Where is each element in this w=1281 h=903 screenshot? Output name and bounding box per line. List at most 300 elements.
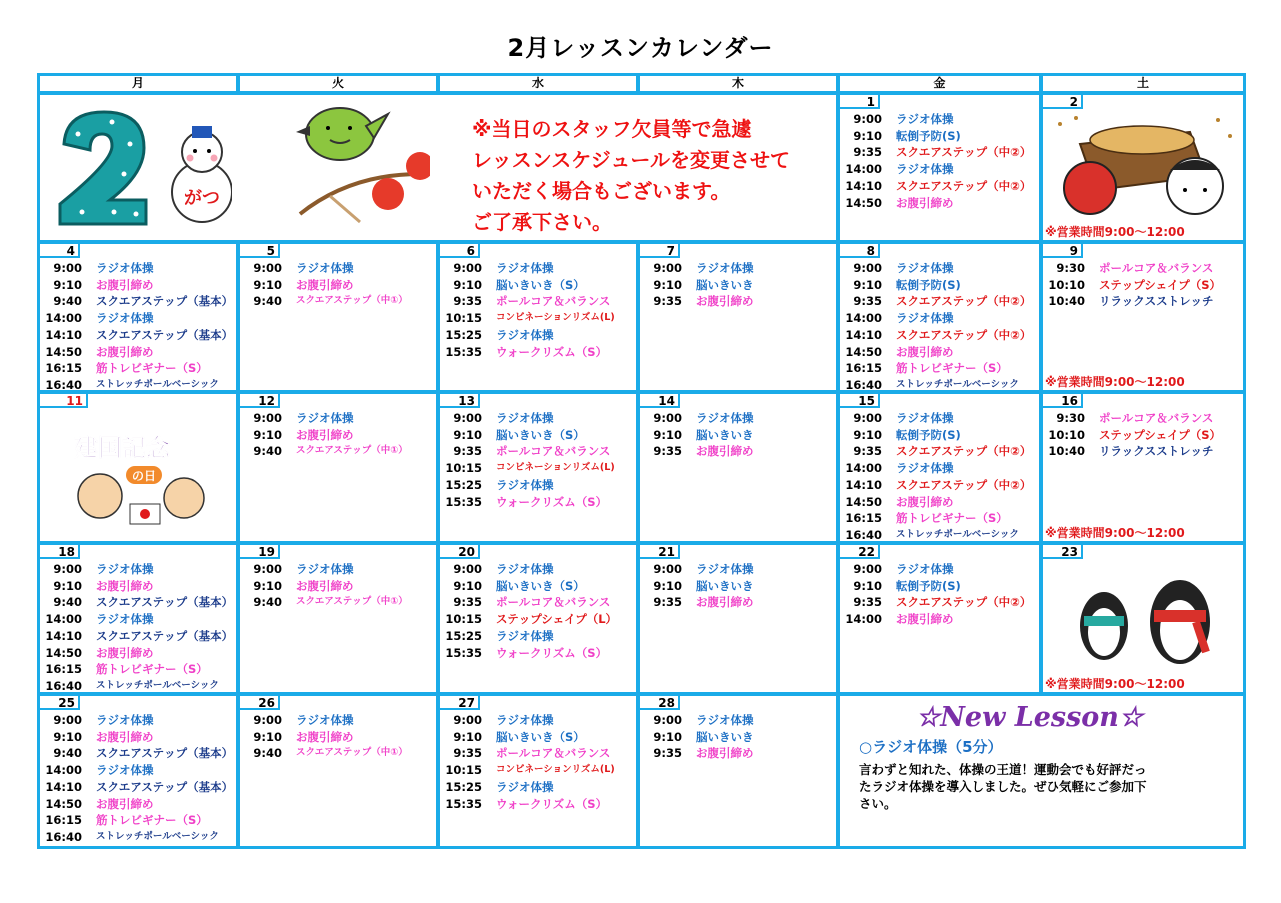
lesson-name: 脳いきいき xyxy=(696,578,754,593)
lesson-row xyxy=(440,611,636,627)
day-number: 5 xyxy=(240,244,280,258)
bird-plum-illustration xyxy=(270,104,430,230)
lesson-name: ラジオ体操 xyxy=(296,261,354,275)
lesson-row xyxy=(40,628,236,644)
lesson-row xyxy=(840,111,1036,127)
lesson-time: 9:10 xyxy=(253,277,282,292)
weekday-thu: 木 xyxy=(731,76,744,90)
grid-line xyxy=(236,76,240,95)
day-cell-19 xyxy=(240,545,436,691)
notice-line: ※当日のスタッフ欠員等で急遽 xyxy=(472,117,752,141)
lesson-name: お腹引締め xyxy=(896,195,954,210)
lesson-time: 9:00 xyxy=(853,411,882,425)
lesson-row xyxy=(440,712,636,728)
lesson-time: 9:10 xyxy=(453,427,482,442)
lesson-name: リラックスストレッチ xyxy=(1099,294,1214,309)
lesson-name: ポールコア＆バランス xyxy=(1099,261,1214,275)
lesson-row xyxy=(40,310,236,326)
lesson-name: ラジオ体操 xyxy=(896,411,954,425)
lesson-time: 16:40 xyxy=(845,377,882,392)
lesson-time: 14:00 xyxy=(45,763,82,778)
lesson-row xyxy=(640,729,836,745)
lesson-name: ラジオ体操 xyxy=(896,311,954,326)
lesson-name: スクエアステップ（基本） xyxy=(96,595,234,610)
lesson-name: スクエアステップ（中②） xyxy=(896,178,1032,193)
lesson-time: 9:00 xyxy=(853,261,882,275)
lesson-row xyxy=(40,611,236,627)
lesson-row xyxy=(840,460,1036,476)
lesson-name: スクエアステップ（中①） xyxy=(296,596,408,608)
month-suffix-text: がつ xyxy=(184,188,220,209)
day-number: 18 xyxy=(40,545,80,559)
lesson-time: 16:40 xyxy=(45,829,82,844)
lesson-name: ラジオ体操 xyxy=(296,411,354,425)
lesson-name: ラジオ体操 xyxy=(696,411,754,425)
lesson-name: コンビネーションリズム(L) xyxy=(496,764,615,776)
lesson-time: 9:10 xyxy=(653,277,682,292)
lesson-time: 9:40 xyxy=(253,294,282,309)
day-number: 27 xyxy=(440,696,480,710)
lesson-name: ストレッチポールベーシック xyxy=(96,679,219,691)
holiday-text-sub: の日 xyxy=(131,469,157,483)
day-cell-1 xyxy=(840,95,1036,241)
lesson-row xyxy=(440,779,636,795)
day-cell-13 xyxy=(440,394,636,540)
lesson-row xyxy=(440,494,636,510)
lesson-time: 14:00 xyxy=(845,461,882,476)
lesson-row xyxy=(40,578,236,594)
lesson-time: 9:00 xyxy=(53,562,82,576)
lesson-time: 10:15 xyxy=(445,461,482,476)
new-lesson-line: 言わずと知れた、体操の王道！運動会でも好評だっ xyxy=(859,762,1147,777)
lesson-time: 10:10 xyxy=(1048,277,1085,292)
lesson-name: ポールコア＆バランス xyxy=(496,746,611,761)
lesson-row xyxy=(40,344,236,360)
lesson-row xyxy=(40,762,236,778)
lesson-row xyxy=(840,360,1036,376)
lesson-row xyxy=(240,578,436,594)
lesson-time: 9:10 xyxy=(653,729,682,744)
lesson-name: 脳いきいき xyxy=(696,729,754,744)
lesson-time: 14:50 xyxy=(845,344,882,359)
lesson-row xyxy=(40,645,236,661)
lesson-row xyxy=(440,594,636,610)
lesson-row xyxy=(840,527,1036,543)
lesson-name: 脳いきいき（S） xyxy=(496,277,585,292)
lesson-name: ラジオ体操 xyxy=(496,327,554,342)
lesson-time: 14:10 xyxy=(845,477,882,492)
lesson-name: ウォークリズム（S） xyxy=(496,796,608,811)
lesson-time: 10:15 xyxy=(445,612,482,627)
lesson-name: お腹引締め xyxy=(96,796,154,811)
lesson-name: スクエアステップ（基本） xyxy=(96,746,234,761)
lesson-name: お腹引締め xyxy=(296,578,354,593)
lesson-row xyxy=(440,260,636,276)
lesson-name: ラジオ体操 xyxy=(496,411,554,425)
lesson-row xyxy=(640,427,836,443)
lesson-row xyxy=(440,796,636,812)
lesson-row xyxy=(640,410,836,426)
lesson-row xyxy=(840,494,1036,510)
lesson-name: お腹引締め xyxy=(696,444,754,459)
new-lesson-line: さい。 xyxy=(859,796,897,811)
day-number: 6 xyxy=(440,244,480,258)
lesson-time: 9:00 xyxy=(253,713,282,727)
lesson-name: ストレッチポールベーシック xyxy=(96,830,219,842)
lesson-row xyxy=(840,443,1036,459)
lesson-name: ラジオ体操 xyxy=(696,261,754,275)
lesson-row xyxy=(240,561,436,577)
lesson-row xyxy=(40,561,236,577)
lesson-name: お腹引締め xyxy=(696,294,754,309)
lesson-time: 9:00 xyxy=(253,562,282,576)
lesson-row xyxy=(40,327,236,343)
lesson-row xyxy=(40,796,236,812)
lesson-name: ラジオ体操 xyxy=(896,162,954,177)
lesson-row xyxy=(440,762,636,778)
lesson-row xyxy=(40,360,236,376)
lesson-name: ストレッチポールベーシック xyxy=(96,378,219,390)
new-lesson-heading: ☆New Lesson☆ xyxy=(916,702,1144,733)
lesson-time: 14:10 xyxy=(45,327,82,342)
day-cell-20 xyxy=(440,545,636,691)
day-cell-12 xyxy=(240,394,436,540)
lesson-time: 9:35 xyxy=(653,444,682,459)
lesson-time: 9:10 xyxy=(653,578,682,593)
lesson-time: 9:40 xyxy=(53,294,82,309)
day-cell-27 xyxy=(440,696,636,842)
lesson-row xyxy=(40,729,236,745)
lesson-time: 9:00 xyxy=(453,713,482,727)
lesson-row xyxy=(840,310,1036,326)
lesson-time: 16:15 xyxy=(845,361,882,376)
lesson-row xyxy=(840,477,1036,493)
day-cell-5 xyxy=(240,244,436,390)
lesson-row xyxy=(640,293,836,309)
weekday-sat: 土 xyxy=(1136,76,1149,90)
lesson-name: スクエアステップ（基本） xyxy=(96,779,234,794)
day-number: 11 xyxy=(40,394,88,408)
lesson-row xyxy=(440,729,636,745)
lesson-row xyxy=(240,594,436,610)
lesson-time: 16:15 xyxy=(45,813,82,828)
day-number: 28 xyxy=(640,696,680,710)
lesson-time: 14:10 xyxy=(45,779,82,794)
lesson-time: 9:35 xyxy=(653,294,682,309)
lesson-time: 9:35 xyxy=(653,746,682,761)
lesson-time: 9:10 xyxy=(453,729,482,744)
lesson-row xyxy=(40,260,236,276)
lesson-time: 15:35 xyxy=(445,796,482,811)
lesson-name: 脳いきいき xyxy=(696,277,754,292)
lesson-time: 9:30 xyxy=(1056,261,1085,275)
lesson-time: 9:10 xyxy=(53,578,82,593)
day-cell-7 xyxy=(640,244,836,390)
new-lesson-box xyxy=(856,698,1236,848)
day-cell-28 xyxy=(640,696,836,842)
lesson-row xyxy=(840,344,1036,360)
lesson-row xyxy=(40,779,236,795)
lesson-time: 9:00 xyxy=(853,112,882,126)
day-number: 13 xyxy=(440,394,480,408)
lesson-row xyxy=(1043,293,1239,309)
lesson-time: 9:00 xyxy=(453,562,482,576)
lesson-row xyxy=(440,427,636,443)
weekday-wed: 水 xyxy=(531,76,544,90)
lesson-time: 9:35 xyxy=(853,294,882,309)
lesson-name: スクエアステップ（中①） xyxy=(296,747,408,759)
lesson-row xyxy=(240,277,436,293)
lesson-time: 14:00 xyxy=(845,311,882,326)
lesson-time: 9:10 xyxy=(453,578,482,593)
lesson-time: 9:10 xyxy=(853,277,882,292)
lesson-name: コンビネーションリズム(L) xyxy=(496,462,615,474)
notice-line: いただく場合もございます。 xyxy=(472,179,731,203)
lesson-name: スクエアステップ（中①） xyxy=(296,295,408,307)
lesson-name: ラジオ体操 xyxy=(496,779,554,794)
lesson-time: 9:40 xyxy=(53,595,82,610)
lesson-row xyxy=(40,594,236,610)
day-number: 12 xyxy=(240,394,280,408)
lesson-time: 9:00 xyxy=(653,261,682,275)
lesson-row xyxy=(40,829,236,845)
lesson-name: ウォークリズム（S） xyxy=(496,344,608,359)
lesson-name: ラジオ体操 xyxy=(496,261,554,275)
lesson-time: 9:00 xyxy=(253,411,282,425)
grid-line xyxy=(636,76,640,95)
lesson-row xyxy=(840,161,1036,177)
day-number: 9 xyxy=(1043,244,1083,258)
lesson-name: 転倒予防(S) xyxy=(896,277,961,292)
lesson-time: 16:15 xyxy=(845,511,882,526)
lesson-time: 16:15 xyxy=(45,662,82,677)
holiday-text: 建国記念 xyxy=(74,434,170,462)
lesson-row xyxy=(40,678,236,694)
lesson-name: 転倒予防(S) xyxy=(896,578,961,593)
lesson-row xyxy=(640,260,836,276)
lesson-time: 9:00 xyxy=(853,562,882,576)
lesson-name: スクエアステップ（基本） xyxy=(96,327,234,342)
lesson-row xyxy=(640,578,836,594)
lesson-name: ラジオ体操 xyxy=(896,562,954,576)
day-cell-2 xyxy=(1043,95,1239,241)
day-number: 4 xyxy=(40,244,80,258)
day-cell-9 xyxy=(1043,244,1239,390)
lesson-row xyxy=(1043,443,1239,459)
lesson-time: 16:40 xyxy=(45,377,82,392)
day-cell-25 xyxy=(40,696,236,842)
lesson-name: ラジオ体操 xyxy=(496,713,554,727)
lesson-name: お腹引締め xyxy=(896,612,954,627)
lesson-row xyxy=(840,561,1036,577)
lesson-time: 15:35 xyxy=(445,645,482,660)
lesson-name: スクエアステップ（基本） xyxy=(96,294,234,309)
lesson-time: 9:35 xyxy=(853,145,882,160)
lesson-row xyxy=(240,260,436,276)
lesson-time: 9:00 xyxy=(53,713,82,727)
lesson-row xyxy=(440,628,636,644)
lesson-time: 9:10 xyxy=(853,128,882,143)
lesson-time: 9:00 xyxy=(653,411,682,425)
lesson-row xyxy=(40,293,236,309)
lesson-row xyxy=(240,427,436,443)
lesson-row xyxy=(640,712,836,728)
lesson-row xyxy=(1043,427,1239,443)
lesson-time: 14:50 xyxy=(45,796,82,811)
new-lesson-subheading: ○ラジオ体操（5分） xyxy=(859,738,1003,756)
lesson-name: ラジオ体操 xyxy=(296,562,354,576)
lesson-name: 筋トレビギナー（S） xyxy=(896,511,1008,526)
lesson-name: ラジオ体操 xyxy=(896,261,954,275)
lesson-time: 16:15 xyxy=(45,361,82,376)
lesson-row xyxy=(240,443,436,459)
lesson-row xyxy=(440,477,636,493)
day-number: 15 xyxy=(840,394,880,408)
lesson-row xyxy=(840,578,1036,594)
lesson-name: お腹引締め xyxy=(296,729,354,744)
lesson-time: 9:10 xyxy=(253,427,282,442)
lesson-name: スクエアステップ（中①） xyxy=(296,445,408,457)
lesson-row xyxy=(440,277,636,293)
lesson-name: ラジオ体操 xyxy=(496,562,554,576)
lesson-time: 9:35 xyxy=(453,444,482,459)
lesson-time: 9:00 xyxy=(453,411,482,425)
lesson-row xyxy=(840,293,1036,309)
day-cell-16 xyxy=(1043,394,1239,540)
lesson-name: ステップシェイプ（L） xyxy=(496,612,618,627)
lesson-name: スクエアステップ（中②） xyxy=(896,294,1032,309)
day-cell-26 xyxy=(240,696,436,842)
lesson-name: ラジオ体操 xyxy=(96,261,154,275)
notice-line: レッスンスケジュールを変更させて xyxy=(472,148,790,172)
lesson-row xyxy=(40,812,236,828)
lesson-row xyxy=(40,661,236,677)
lesson-name: リラックスストレッチ xyxy=(1099,444,1214,459)
lesson-row xyxy=(640,594,836,610)
lesson-row xyxy=(840,128,1036,144)
lesson-time: 14:00 xyxy=(845,162,882,177)
lesson-time: 15:25 xyxy=(445,327,482,342)
lesson-row xyxy=(640,561,836,577)
lesson-row xyxy=(840,410,1036,426)
lesson-time: 9:35 xyxy=(853,444,882,459)
lesson-name: ステップシェイプ（S） xyxy=(1099,277,1222,292)
lesson-name: 脳いきいき（S） xyxy=(496,427,585,442)
lesson-name: ラジオ体操 xyxy=(896,112,954,126)
day-number: 1 xyxy=(840,95,880,109)
day-cell-18 xyxy=(40,545,236,691)
lesson-time: 9:10 xyxy=(253,729,282,744)
lesson-name: ポールコア＆バランス xyxy=(1099,411,1214,425)
lesson-name: お腹引締め xyxy=(296,427,354,442)
lesson-row xyxy=(840,178,1036,194)
lesson-name: ウォークリズム（S） xyxy=(496,494,608,509)
lesson-row xyxy=(840,427,1036,443)
lesson-row xyxy=(840,510,1036,526)
lesson-name: お腹引締め xyxy=(96,344,154,359)
lesson-name: 筋トレビギナー（S） xyxy=(896,361,1008,376)
lesson-row xyxy=(840,144,1036,160)
lesson-row xyxy=(40,277,236,293)
lesson-time: 15:35 xyxy=(445,344,482,359)
lesson-name: お腹引締め xyxy=(96,578,154,593)
lesson-row xyxy=(240,745,436,761)
lesson-name: ラジオ体操 xyxy=(696,562,754,576)
lesson-name: 筋トレビギナー（S） xyxy=(96,813,208,828)
day-cell-6 xyxy=(440,244,636,390)
lesson-time: 14:10 xyxy=(845,327,882,342)
lesson-name: 筋トレビギナー（S） xyxy=(96,662,208,677)
lesson-row xyxy=(440,310,636,326)
lesson-row xyxy=(1043,277,1239,293)
day-number: 8 xyxy=(840,244,880,258)
day-cell-21 xyxy=(640,545,836,691)
month-two-illustration xyxy=(52,104,232,230)
day-number: 23 xyxy=(1043,545,1083,559)
lesson-time: 14:00 xyxy=(45,311,82,326)
page-title: 2月レッスンカレンダー xyxy=(507,34,774,62)
lesson-time: 14:00 xyxy=(45,612,82,627)
lesson-row xyxy=(240,410,436,426)
lesson-row xyxy=(640,277,836,293)
lesson-row xyxy=(440,327,636,343)
lesson-name: お腹引締め xyxy=(696,595,754,610)
lesson-time: 14:10 xyxy=(45,628,82,643)
lesson-time: 10:10 xyxy=(1048,427,1085,442)
lesson-row xyxy=(1043,260,1239,276)
lesson-row xyxy=(640,443,836,459)
weekday-fri: 金 xyxy=(933,76,946,90)
lesson-time: 9:40 xyxy=(253,595,282,610)
lesson-row xyxy=(440,410,636,426)
lesson-time: 10:40 xyxy=(1048,444,1085,459)
lesson-row xyxy=(440,645,636,661)
lesson-time: 14:50 xyxy=(845,195,882,210)
sat-hours-note: ※営業時間9:00～12:00 xyxy=(1045,375,1185,389)
lesson-name: お腹引締め xyxy=(96,729,154,744)
calendar-grid xyxy=(37,73,1246,849)
lesson-row xyxy=(840,327,1036,343)
lesson-time: 10:40 xyxy=(1048,294,1085,309)
lesson-time: 15:35 xyxy=(445,494,482,509)
lesson-name: 転倒予防(S) xyxy=(896,427,961,442)
lesson-name: お腹引締め xyxy=(96,645,154,660)
lesson-time: 14:50 xyxy=(45,344,82,359)
day-cell-14 xyxy=(640,394,836,540)
day-cell-8 xyxy=(840,244,1036,390)
lesson-row xyxy=(240,293,436,309)
lesson-time: 9:10 xyxy=(53,729,82,744)
lesson-name: スクエアステップ（基本） xyxy=(96,628,234,643)
day-number: 20 xyxy=(440,545,480,559)
day-number: 22 xyxy=(840,545,880,559)
lesson-name: ステップシェイプ（S） xyxy=(1099,427,1222,442)
lesson-time: 9:00 xyxy=(653,713,682,727)
lesson-row xyxy=(40,745,236,761)
lesson-time: 9:40 xyxy=(53,746,82,761)
lesson-row xyxy=(440,561,636,577)
lesson-name: ラジオ体操 xyxy=(496,477,554,492)
notice-line: ご了承下さい。 xyxy=(472,210,612,234)
lesson-time: 9:10 xyxy=(653,427,682,442)
weekday-tue: 火 xyxy=(331,76,344,90)
day-number: 14 xyxy=(640,394,680,408)
lesson-time: 15:25 xyxy=(445,779,482,794)
day-cell-15 xyxy=(840,394,1036,540)
lesson-name: スクエアステップ（中②） xyxy=(896,477,1032,492)
day-cell-4 xyxy=(40,244,236,390)
day-cell-11 xyxy=(40,394,236,540)
